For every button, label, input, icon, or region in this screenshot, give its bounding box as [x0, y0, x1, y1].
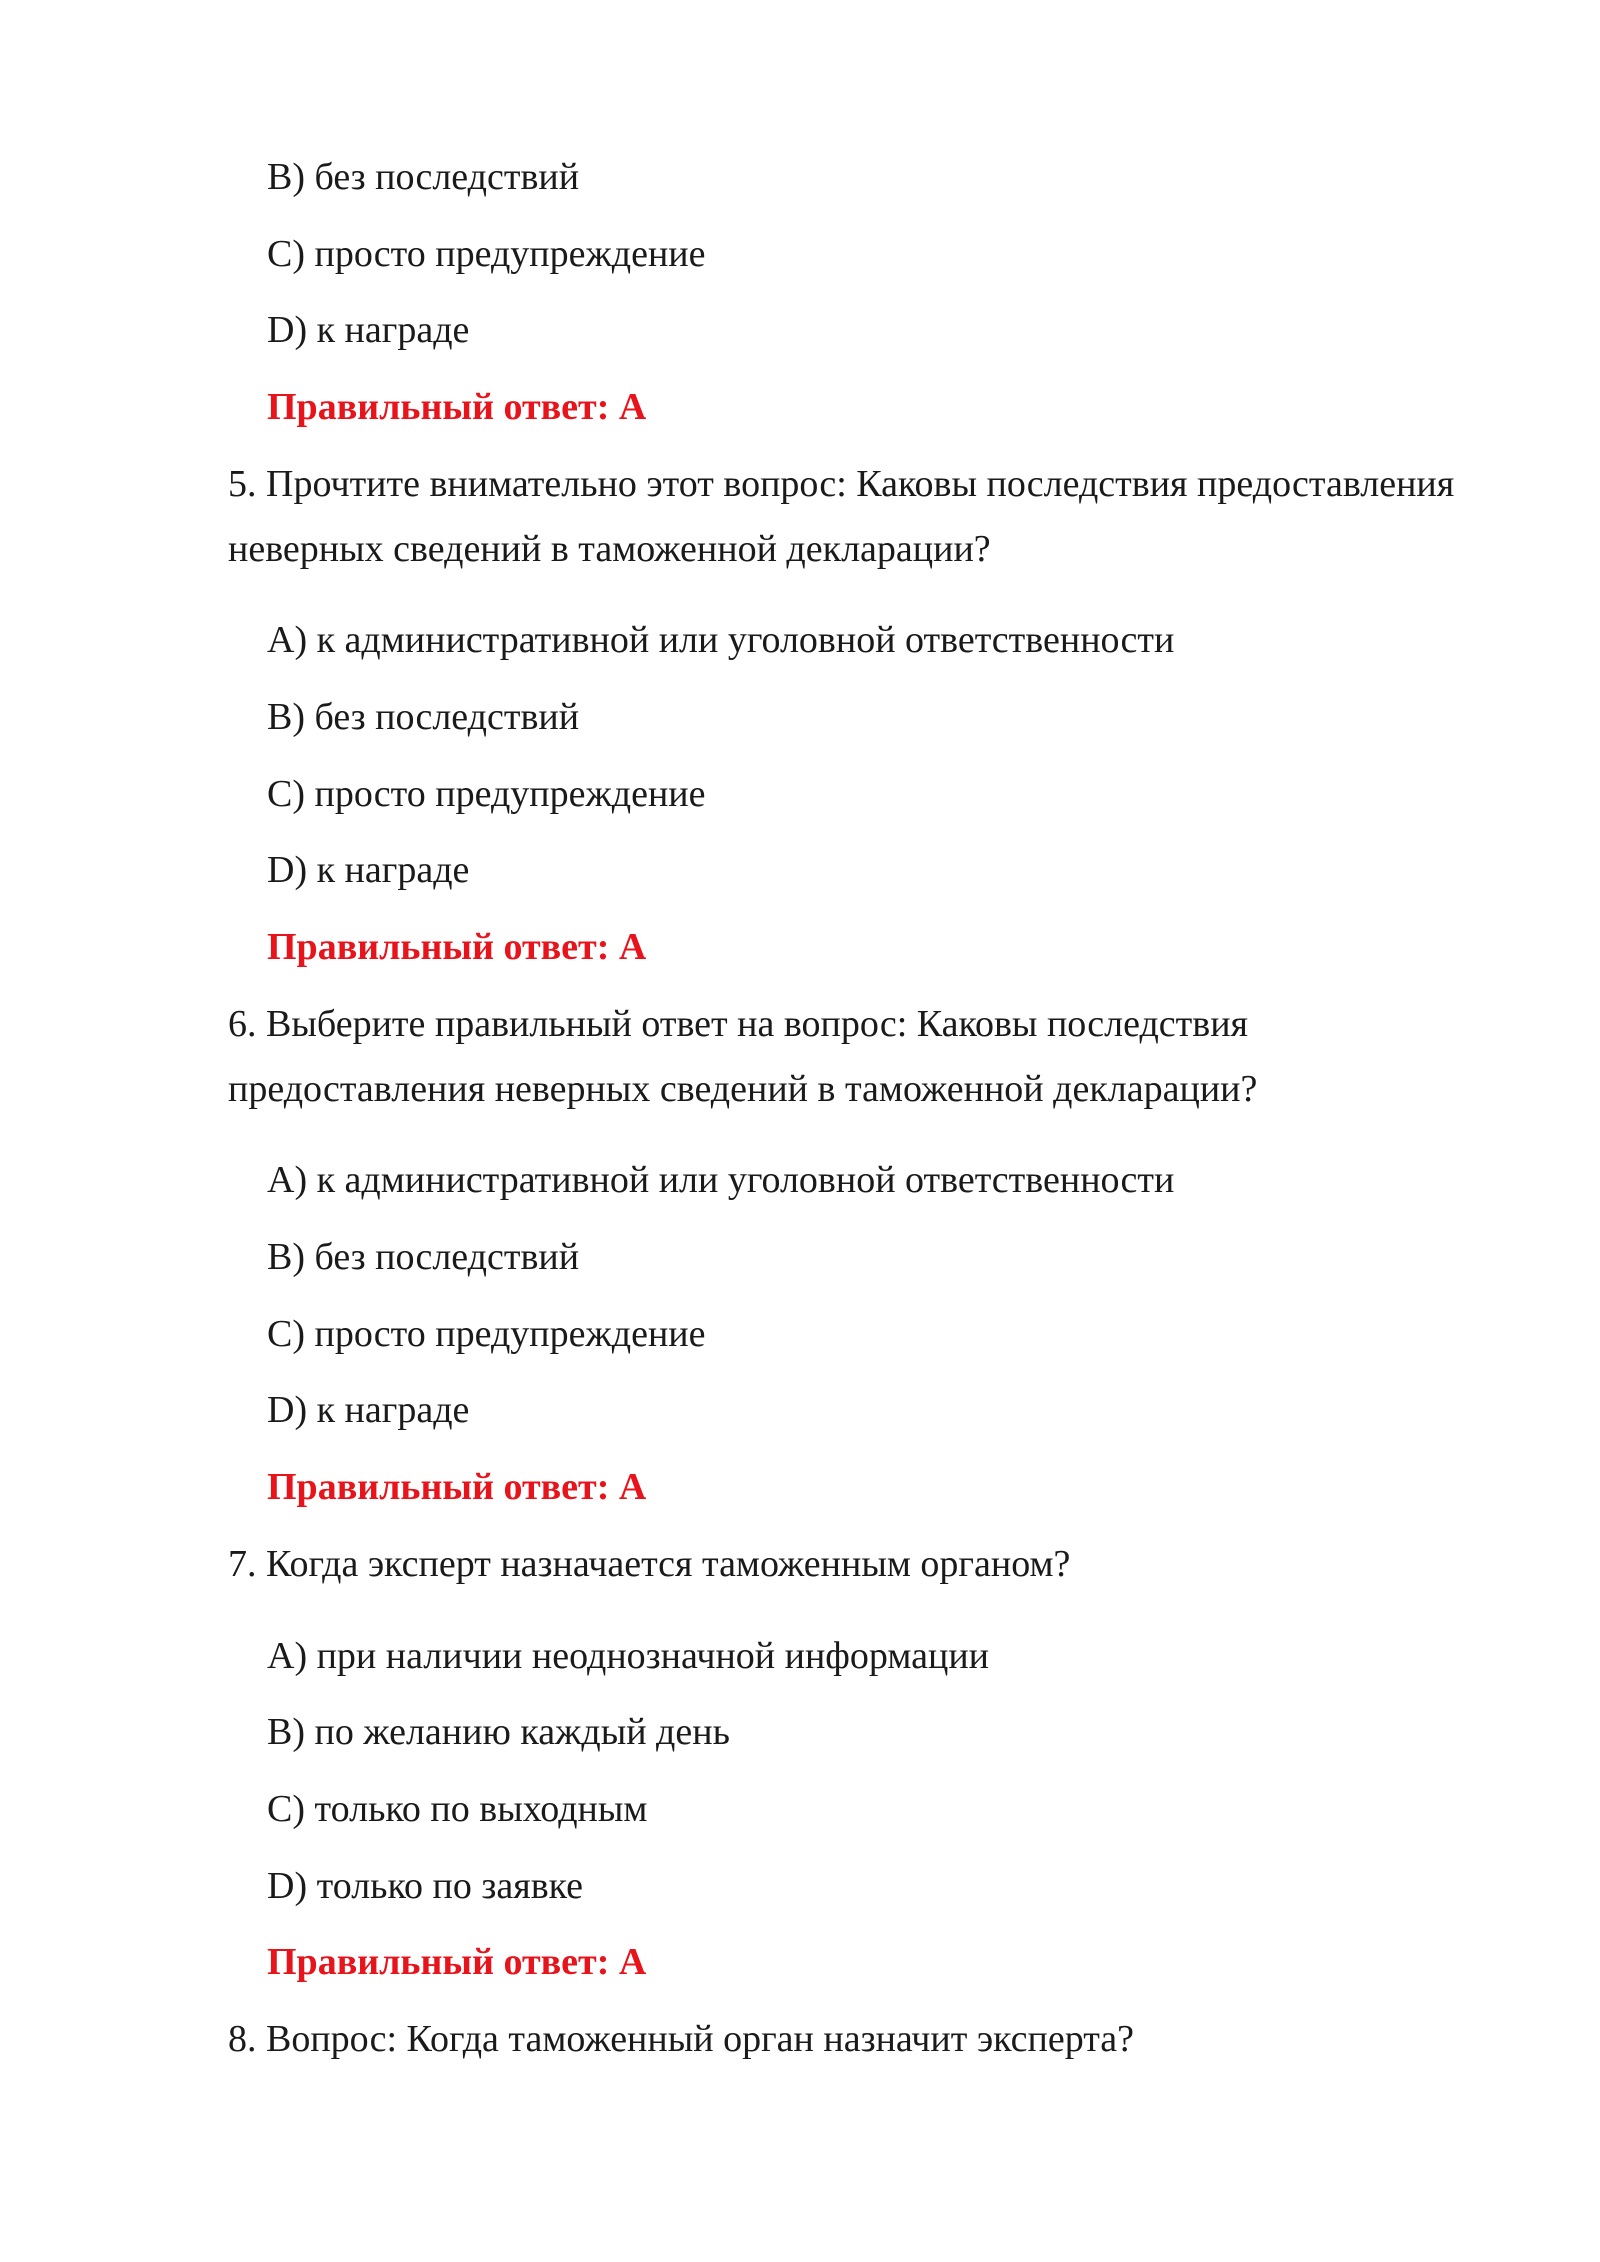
option-d: D) к награде [267, 849, 470, 891]
correct-answer: Правильный ответ: A [267, 1466, 647, 1508]
option-d: D) к награде [267, 1389, 470, 1431]
correct-answer: Правильный ответ: A [267, 926, 647, 968]
option-b: B) без последствий [267, 156, 580, 198]
question-text: 6. Выберите правильный ответ на вопрос: Каковы последствия [228, 1003, 1249, 1045]
question-text: 7. Когда эксперт назначается таможенным органом? [228, 1543, 1071, 1585]
option-b: B) по желанию каждый день [267, 1711, 730, 1753]
option-c: C) просто предупреждение [267, 773, 706, 815]
option-a: A) к административной или уголовной ответственности [267, 619, 1175, 661]
option-a: A) при наличии неоднозначной информации [267, 1635, 990, 1677]
option-b: B) без последствий [267, 1236, 580, 1278]
question-text: предоставления неверных сведений в таможенной декларации? [228, 1068, 1258, 1110]
option-b: B) без последствий [267, 696, 580, 738]
option-c: C) просто предупреждение [267, 233, 706, 275]
option-c: C) просто предупреждение [267, 1313, 706, 1355]
question-text: 5. Прочтите внимательно этот вопрос: Каковы последствия предоставления [228, 463, 1455, 505]
option-d: D) только по заявке [267, 1865, 584, 1907]
correct-answer: Правильный ответ: A [267, 386, 647, 428]
correct-answer: Правильный ответ: A [267, 1941, 647, 1983]
option-c: C) только по выходным [267, 1788, 648, 1830]
option-d: D) к награде [267, 309, 470, 351]
option-a: A) к административной или уголовной ответственности [267, 1159, 1175, 1201]
question-text: 8. Вопрос: Когда таможенный орган назначит эксперта? [228, 2018, 1135, 2060]
question-text: неверных сведений в таможенной декларации? [228, 528, 991, 570]
